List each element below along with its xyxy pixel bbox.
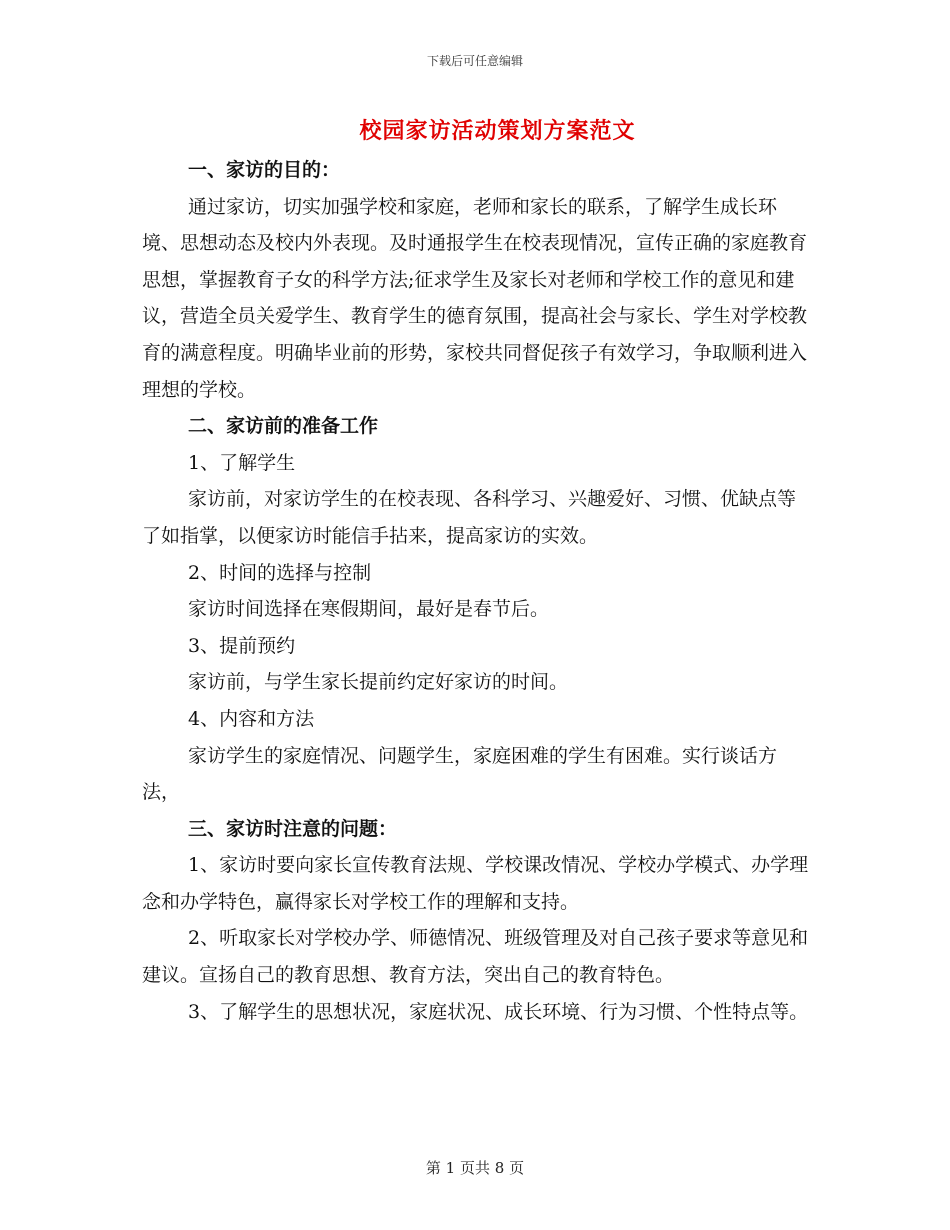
page-number-footer: 第 1 页共 8 页 (425, 1159, 525, 1177)
page-header-note: 下载后可任意编辑 (426, 54, 523, 68)
subheading-content-method: 4、内容和方法 (188, 707, 315, 730)
document-body (142, 152, 814, 1030)
paragraph-time-selection: 家访时间选择在寒假期间，最好是春节后。 (188, 598, 550, 621)
paragraph-purpose: 通过家访，切实加强学校和家庭，老师和家长的联系，了解学生成长环境、思想动态及校内外表现。及时通报学生在校表现情况，宣传正确的家庭教育思想，掌握教育子女的科学方法;征求学生及家长对老师和学校工作的意见和建议，营造全员关爱学生、教育学生的德育氛围，提高社会与家长、学生对学校教育的满意程度。明确毕业前的形势，家校共同督促孩子有效学习，争取顺利进入理想的学校。 (142, 195, 808, 401)
paragraph-appointment: 家访前，与学生家长提前约定好家访的时间。 (188, 671, 569, 694)
section-heading-purpose: 一、家访的目的： (188, 159, 341, 181)
paragraph-note-2: 2、听取家长对学校办学、师德情况、班级管理及对自己孩子要求等意见和建议。宣扬自己的教育思想、教育方法，突出自己的教育特色。 (142, 927, 809, 987)
subheading-time-selection: 2、时间的选择与控制 (188, 561, 372, 584)
section-heading-notes: 三、家访时注意的问题： (188, 817, 398, 840)
paragraph-understand-students: 家访前，对家访学生的在校表现、各科学习、兴趣爱好、习惯、优缺点等了如指掌，以便家访时能信手拈来，提高家访的实效。 (142, 488, 797, 547)
paragraph-note-3: 3、了解学生的思想状况，家庭状况、成长环境、行为习惯、个性特点等。 (188, 1000, 809, 1023)
paragraph-note-1: 1、家访时要向家长宣传教育法规、学校课改情况、学校办学模式、办学理念和办学特色，赢得家长对学校工作的理解和支持。 (142, 854, 809, 913)
paragraph-content-method: 家访学生的家庭情况、问题学生，家庭困难的学生有困难。实行谈话方法， (142, 744, 778, 804)
subheading-understand-students: 1、了解学生 (188, 451, 296, 474)
subheading-appointment: 3、提前预约 (188, 634, 296, 657)
document-title: 校园家访活动策划方案范文 (359, 118, 636, 144)
section-heading-preparation: 二、家访前的准备工作 (188, 415, 379, 438)
